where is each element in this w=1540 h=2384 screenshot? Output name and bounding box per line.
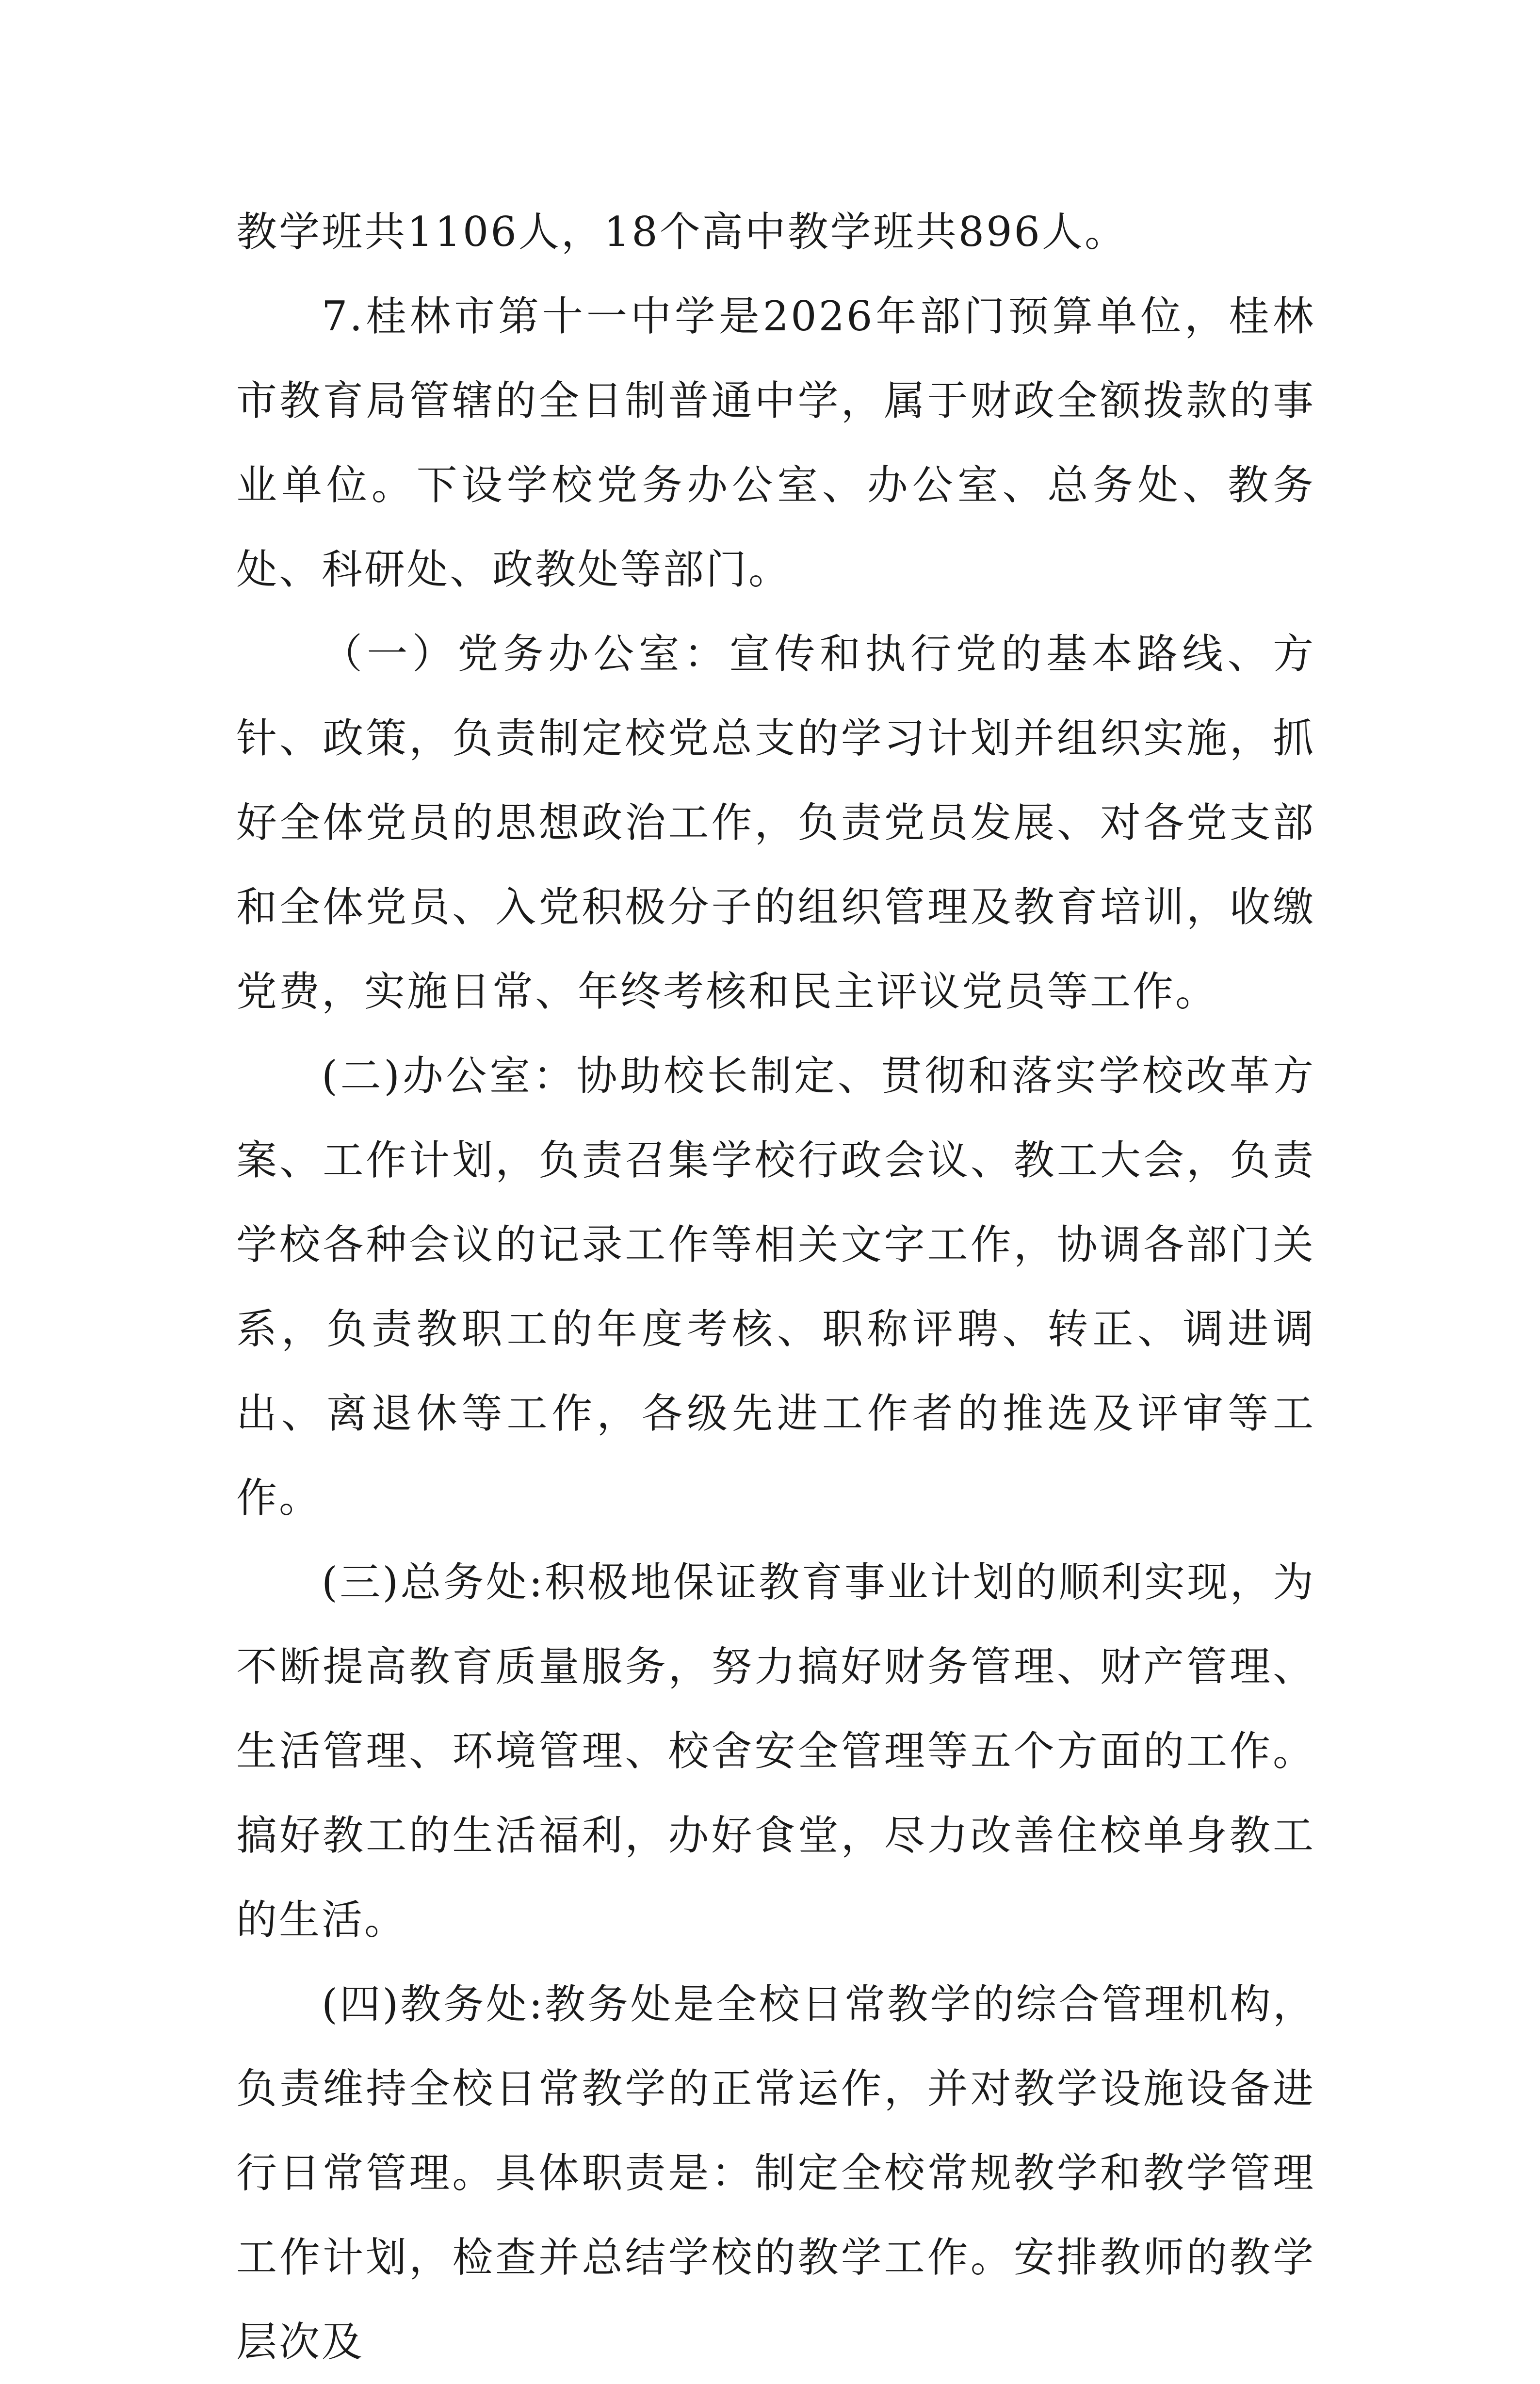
paragraph-school-intro: 7.桂林市第十一中学是2026年部门预算单位，桂林市教育局管辖的全日制普通中学，属于财政全额拨款的事业单位。下设学校党务办公室、办公室、总务处、教务处、科研处、政教处等部门。 <box>236 292 1315 593</box>
paragraph-general-office: (二)办公室：协助校长制定、贯彻和落实学校改革方案、工作计划，负责召集学校行政会议、教工大会，负责学校各种会议的记录工作等相关文字工作，协调各部门关系，负责教职工的年度考核、职称评聘、转正、调进调出、离退休等工作，各级先进工作者的推选及评审等工作。 <box>236 1052 1315 1522</box>
paragraph-party-office: （一）党务办公室：宣传和执行党的基本路线、方针、政策，负责制定校党总支的学习计划并组织实施，抓好全体党员的思想政治工作，负责党员发展、对各党支部和全体党员、入党积极分子的组织管理及教育培训，收缴党费，实施日常、年终考核和民主评议党员等工作。 <box>236 630 1315 1015</box>
paragraph-continuation: 教学班共1106人，18个高中教学班共896人。 <box>236 208 1127 256</box>
paragraph-general-affairs: (三)总务处:积极地保证教育事业计划的顺利实现，为不断提高教育质量服务，努力搞好财务管理、财产管理、生活管理、环境管理、校舍安全管理等五个方面的工作。搞好教工的生活福利，办好食堂，尽力改善住校单身教工的生活。 <box>236 1558 1315 1944</box>
body-text <box>236 190 1315 2384</box>
paragraph-academic-affairs: (四)教务处:教务处是全校日常教学的综合管理机构，负责维持全校日常教学的正常运作，并对教学设施设备进行日常管理。具体职责是：制定全校常规教学和教学管理工作计划，检查并总结学校的教学工作。安排教师的教学层次及 <box>236 1980 1315 2366</box>
